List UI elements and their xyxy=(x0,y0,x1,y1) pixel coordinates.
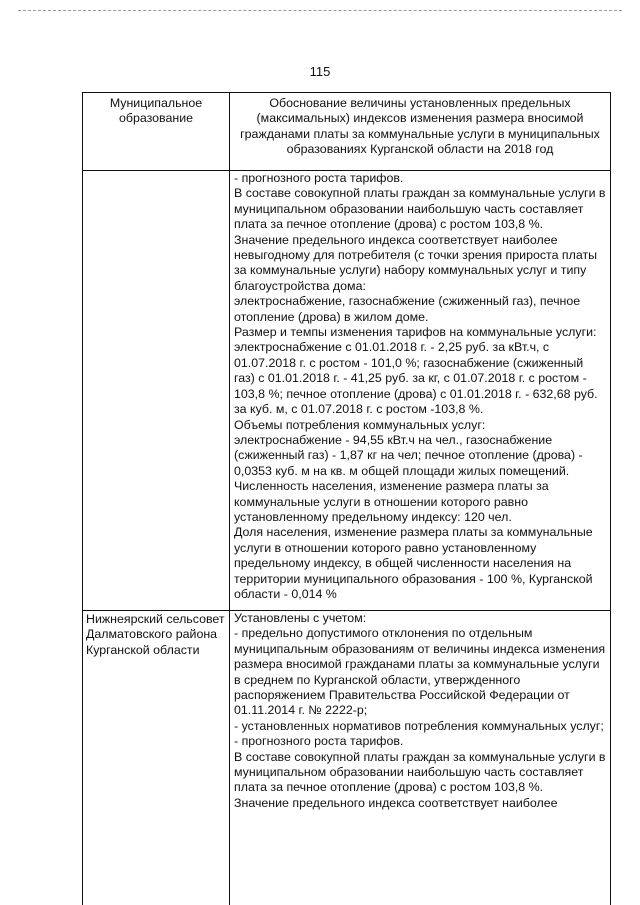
paragraph: - прогнозного роста тарифов. xyxy=(234,171,404,185)
paragraph: электроснабжение, газоснабжение (сжиженный газ), печное отопление (дрова) в жилом доме. xyxy=(234,294,581,324)
table-row xyxy=(83,611,611,905)
paragraph: электроснабжение - 94,55 кВт.ч на чел., газоснабжение (сжиженный газ) - 1,87 кг на чел; печное отопление (дрова) - 0,0353 куб. м на кв. м общей площади жилых помещений. xyxy=(234,432,583,478)
paragraph: Численность населения, изменение размера платы за коммунальные услуги в отношении которого равно установленному предельному индексу: 120 чел. xyxy=(234,479,549,524)
page-number: 115 xyxy=(309,64,331,79)
paragraph: Значение предельного индекса соответствует наиболее xyxy=(234,795,558,810)
header-justification: Обоснование величины установленных предельных (максимальных) индексов изменения размера вносимой гражданами платы за коммунальные услуги в муниципальных образованиях Курганской области на 2018 год xyxy=(230,93,611,171)
justification-cell xyxy=(230,611,611,905)
paragraph: В составе совокупной платы граждан за коммунальные услуги в муниципальном образовании наибольшую часть составляет плата за печное отопление (дрова) с ростом 103,8 %. xyxy=(234,186,606,232)
municipality-cell xyxy=(83,171,230,611)
municipality-cell: Нижнеярский сельсовет Далматовского района Курганской области xyxy=(83,611,230,905)
scan-top-border xyxy=(18,10,622,11)
paragraph: - предельно допустимого отклонения по отдельным муниципальным образованиям от величины индекса изменения размера вносимой гражданами платы за коммунальные услуги в среднем по Курганской области, утвержденного распоряжением Правительства Российской Федерации от 01.11.2014 г. № 2222-р; xyxy=(234,626,606,718)
paragraph: Размер и темпы изменения тарифов на коммунальные услуги: xyxy=(234,325,597,340)
paragraph: Установлены с учетом: xyxy=(234,611,367,625)
index-justification-table xyxy=(82,92,611,905)
paragraph: Доля населения, изменение размера платы за коммунальные услуги в отношении которого равно установленному предельному индексу, в общей численности населения на территории муниципального образования - 100 %, Курганской области - 0,014 % xyxy=(234,525,593,601)
table-row xyxy=(83,171,611,611)
justification-cell xyxy=(230,171,611,611)
paragraph: Объемы потребления коммунальных услуг: xyxy=(234,417,486,432)
paragraph: электроснабжение с 01.01.2018 г. - 2,25 руб. за кВт.ч, с 01.07.2018 г. с ростом - 101,0 %; газоснабжение (сжиженный газ) с 01.01.2018 г. - 41,25 руб. за кг, с 01.07.2018 г. с ростом - 103,8 %; печное отопление (дрова) с 01.01.2018 г. - 632,68 руб. за куб. м, с 01.07.2018 г. с ростом -103,8 %. xyxy=(234,340,598,417)
table-header-row xyxy=(83,93,611,171)
paragraph: - прогнозного роста тарифов. xyxy=(234,734,404,749)
paragraph: - установленных нормативов потребления коммунальных услуг; xyxy=(234,718,604,733)
paragraph: В составе совокупной платы граждан за коммунальные услуги в муниципальном образовании наибольшую часть составляет плата за печное отопление (дрова) с ростом 103,8 %. xyxy=(234,749,606,795)
header-municipality: Муниципальное образование xyxy=(83,93,230,171)
paragraph: Значение предельного индекса соответствует наиболее невыгодному для потребителя (с точки зрения прироста платы за коммунальные услуги) набору коммунальных услуг и типу благоустройства дома: xyxy=(234,232,598,293)
